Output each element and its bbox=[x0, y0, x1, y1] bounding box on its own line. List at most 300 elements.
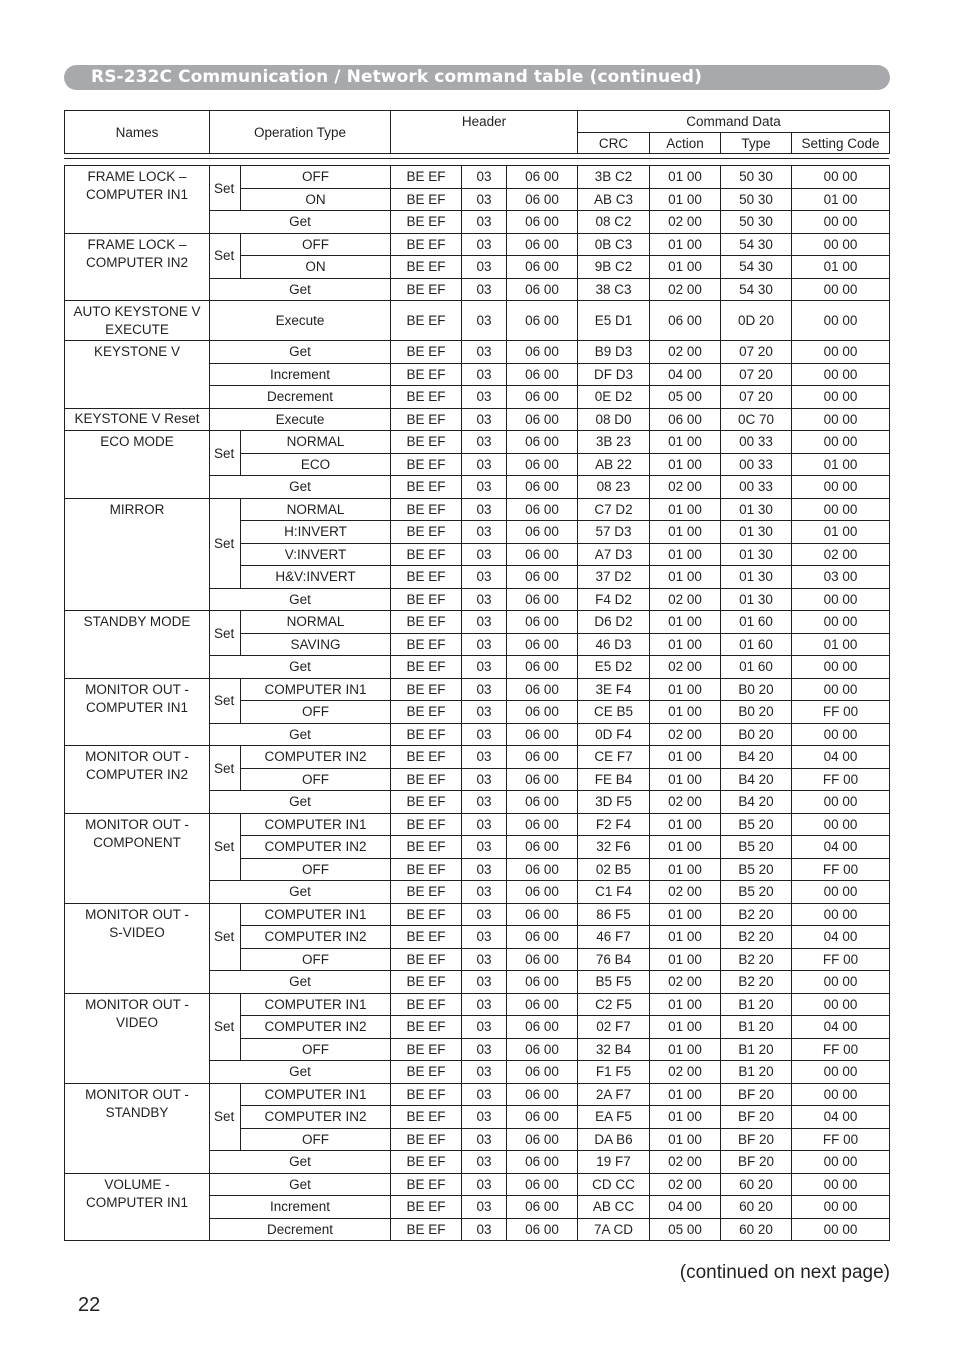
operation-value: OFF bbox=[241, 858, 391, 881]
crc-value: 32 F6 bbox=[578, 836, 650, 859]
crc-value: FE B4 bbox=[578, 768, 650, 791]
header-bytes-2: 03 bbox=[462, 1196, 507, 1219]
action-value: 01 00 bbox=[650, 611, 721, 634]
action-value: 02 00 bbox=[650, 341, 721, 364]
setting-code-value: 01 00 bbox=[792, 256, 890, 279]
set-label: Set bbox=[210, 813, 241, 881]
table-row bbox=[65, 341, 890, 364]
operation-value: COMPUTER IN2 bbox=[241, 926, 391, 949]
action-value: 01 00 bbox=[650, 746, 721, 769]
setting-code-value: 00 00 bbox=[792, 723, 890, 746]
header-bytes-1: BE EF bbox=[391, 453, 462, 476]
type-value: B4 20 bbox=[721, 791, 792, 814]
header-operation-type: Operation Type bbox=[210, 111, 391, 154]
action-value: 02 00 bbox=[650, 656, 721, 679]
setting-code-value: 00 00 bbox=[792, 431, 890, 454]
action-value: 01 00 bbox=[650, 678, 721, 701]
crc-value: 38 C3 bbox=[578, 278, 650, 301]
crc-value: 9B C2 bbox=[578, 256, 650, 279]
header-bytes-2: 03 bbox=[462, 993, 507, 1016]
header-bytes-3: 06 00 bbox=[507, 543, 578, 566]
header-bytes-3: 06 00 bbox=[507, 903, 578, 926]
header-bytes-3: 06 00 bbox=[507, 363, 578, 386]
crc-value: 08 C2 bbox=[578, 211, 650, 234]
header-bytes-1: BE EF bbox=[391, 301, 462, 341]
type-value: 01 60 bbox=[721, 611, 792, 634]
header-bytes-1: BE EF bbox=[391, 166, 462, 189]
table-row bbox=[65, 678, 890, 701]
crc-value: E5 D1 bbox=[578, 301, 650, 341]
setting-code-value: 00 00 bbox=[792, 211, 890, 234]
action-value: 02 00 bbox=[650, 1061, 721, 1084]
header-bytes-1: BE EF bbox=[391, 701, 462, 724]
type-value: 07 20 bbox=[721, 341, 792, 364]
header-bytes-1: BE EF bbox=[391, 1151, 462, 1174]
table-row bbox=[65, 1083, 890, 1106]
header-bytes-3: 06 00 bbox=[507, 858, 578, 881]
header-bytes-1: BE EF bbox=[391, 498, 462, 521]
command-name: MONITOR OUT - S-VIDEO bbox=[65, 903, 210, 993]
type-value: B0 20 bbox=[721, 723, 792, 746]
header-bytes-3: 06 00 bbox=[507, 813, 578, 836]
type-value: B5 20 bbox=[721, 858, 792, 881]
operation-type: Get bbox=[210, 656, 391, 679]
crc-value: C1 F4 bbox=[578, 881, 650, 904]
header-bytes-2: 03 bbox=[462, 498, 507, 521]
type-value: 54 30 bbox=[721, 233, 792, 256]
header-bytes-3: 06 00 bbox=[507, 611, 578, 634]
command-name: STANDBY MODE bbox=[65, 611, 210, 679]
table-row bbox=[65, 746, 890, 769]
header-bytes-3: 06 00 bbox=[507, 256, 578, 279]
action-value: 02 00 bbox=[650, 588, 721, 611]
header-bytes-2: 03 bbox=[462, 1151, 507, 1174]
action-value: 02 00 bbox=[650, 971, 721, 994]
action-value: 01 00 bbox=[650, 1083, 721, 1106]
crc-value: B9 D3 bbox=[578, 341, 650, 364]
operation-type: Decrement bbox=[210, 1218, 391, 1241]
crc-value: F2 F4 bbox=[578, 813, 650, 836]
header-bytes-1: BE EF bbox=[391, 1106, 462, 1129]
header-bytes-3: 06 00 bbox=[507, 656, 578, 679]
header-bytes-3: 06 00 bbox=[507, 768, 578, 791]
header-bytes-1: BE EF bbox=[391, 858, 462, 881]
header-bytes-3: 06 00 bbox=[507, 993, 578, 1016]
action-value: 01 00 bbox=[650, 431, 721, 454]
set-label: Set bbox=[210, 166, 241, 211]
action-value: 01 00 bbox=[650, 166, 721, 189]
operation-type: Get bbox=[210, 278, 391, 301]
command-name: MONITOR OUT - COMPUTER IN2 bbox=[65, 746, 210, 814]
section-title: RS-232C Communication / Network command table (continued) bbox=[91, 67, 702, 87]
set-label: Set bbox=[210, 611, 241, 656]
operation-value: ON bbox=[241, 188, 391, 211]
setting-code-value: FF 00 bbox=[792, 701, 890, 724]
operation-type: Get bbox=[210, 211, 391, 234]
operation-value: OFF bbox=[241, 701, 391, 724]
header-bytes-3: 06 00 bbox=[507, 476, 578, 499]
type-value: B1 20 bbox=[721, 1061, 792, 1084]
header-bytes-2: 03 bbox=[462, 1038, 507, 1061]
header-bytes-1: BE EF bbox=[391, 341, 462, 364]
type-value: 07 20 bbox=[721, 363, 792, 386]
header-bytes-2: 03 bbox=[462, 768, 507, 791]
header-bytes-1: BE EF bbox=[391, 233, 462, 256]
crc-value: 3E F4 bbox=[578, 678, 650, 701]
setting-code-value: 04 00 bbox=[792, 836, 890, 859]
header-bytes-3: 06 00 bbox=[507, 791, 578, 814]
header-bytes-3: 06 00 bbox=[507, 678, 578, 701]
header-bytes-1: BE EF bbox=[391, 791, 462, 814]
operation-type: Get bbox=[210, 341, 391, 364]
type-value: 07 20 bbox=[721, 386, 792, 409]
action-value: 01 00 bbox=[650, 926, 721, 949]
type-value: B4 20 bbox=[721, 768, 792, 791]
header-bytes-3: 06 00 bbox=[507, 431, 578, 454]
setting-code-value: 00 00 bbox=[792, 363, 890, 386]
header-bytes-1: BE EF bbox=[391, 1196, 462, 1219]
header-bytes-1: BE EF bbox=[391, 813, 462, 836]
type-value: 54 30 bbox=[721, 256, 792, 279]
operation-type: Increment bbox=[210, 363, 391, 386]
setting-code-value: 00 00 bbox=[792, 1218, 890, 1241]
crc-value: AB CC bbox=[578, 1196, 650, 1219]
header-bytes-1: BE EF bbox=[391, 476, 462, 499]
crc-value: 3B 23 bbox=[578, 431, 650, 454]
operation-type: Get bbox=[210, 1151, 391, 1174]
header-bytes-1: BE EF bbox=[391, 881, 462, 904]
type-value: B5 20 bbox=[721, 836, 792, 859]
type-value: 01 60 bbox=[721, 656, 792, 679]
header-bytes-2: 03 bbox=[462, 476, 507, 499]
header-bytes-3: 06 00 bbox=[507, 1061, 578, 1084]
action-value: 01 00 bbox=[650, 543, 721, 566]
setting-code-value: 04 00 bbox=[792, 926, 890, 949]
action-value: 01 00 bbox=[650, 701, 721, 724]
header-bytes-1: BE EF bbox=[391, 903, 462, 926]
operation-value: COMPUTER IN1 bbox=[241, 813, 391, 836]
header-bytes-3: 06 00 bbox=[507, 408, 578, 431]
crc-value: 0D F4 bbox=[578, 723, 650, 746]
table-row bbox=[65, 903, 890, 926]
setting-code-value: 00 00 bbox=[792, 278, 890, 301]
header-bytes-3: 06 00 bbox=[507, 881, 578, 904]
crc-value: 02 F7 bbox=[578, 1016, 650, 1039]
operation-value: NORMAL bbox=[241, 498, 391, 521]
action-value: 01 00 bbox=[650, 1128, 721, 1151]
type-value: 01 60 bbox=[721, 633, 792, 656]
type-value: 54 30 bbox=[721, 278, 792, 301]
header-bytes-3: 06 00 bbox=[507, 278, 578, 301]
crc-value: DF D3 bbox=[578, 363, 650, 386]
action-value: 02 00 bbox=[650, 211, 721, 234]
type-value: BF 20 bbox=[721, 1106, 792, 1129]
crc-value: C2 F5 bbox=[578, 993, 650, 1016]
crc-value: 02 B5 bbox=[578, 858, 650, 881]
table-row bbox=[65, 233, 890, 256]
header-header: Header bbox=[391, 111, 578, 133]
set-label: Set bbox=[210, 678, 241, 723]
operation-value: NORMAL bbox=[241, 611, 391, 634]
header-bytes-2: 03 bbox=[462, 791, 507, 814]
action-value: 01 00 bbox=[650, 903, 721, 926]
setting-code-value: 00 00 bbox=[792, 656, 890, 679]
action-value: 01 00 bbox=[650, 521, 721, 544]
crc-value: AB C3 bbox=[578, 188, 650, 211]
operation-value: SAVING bbox=[241, 633, 391, 656]
type-value: 01 30 bbox=[721, 521, 792, 544]
type-value: B0 20 bbox=[721, 678, 792, 701]
continued-note: (continued on next page) bbox=[679, 1262, 890, 1283]
type-value: B1 20 bbox=[721, 1038, 792, 1061]
header-bytes-1: BE EF bbox=[391, 768, 462, 791]
setting-code-value: 00 00 bbox=[792, 813, 890, 836]
action-value: 01 00 bbox=[650, 768, 721, 791]
action-value: 02 00 bbox=[650, 1173, 721, 1196]
type-value: 01 30 bbox=[721, 498, 792, 521]
header-bytes-1: BE EF bbox=[391, 1173, 462, 1196]
action-value: 06 00 bbox=[650, 408, 721, 431]
action-value: 04 00 bbox=[650, 1196, 721, 1219]
header-bytes-1: BE EF bbox=[391, 408, 462, 431]
header-bytes-2: 03 bbox=[462, 633, 507, 656]
crc-value: 57 D3 bbox=[578, 521, 650, 544]
header-bytes-1: BE EF bbox=[391, 431, 462, 454]
crc-value: C7 D2 bbox=[578, 498, 650, 521]
setting-code-value: FF 00 bbox=[792, 1038, 890, 1061]
header-bytes-2: 03 bbox=[462, 1061, 507, 1084]
header-bytes-2: 03 bbox=[462, 233, 507, 256]
header-bytes-2: 03 bbox=[462, 678, 507, 701]
header-bytes-3: 06 00 bbox=[507, 1196, 578, 1219]
command-name: MONITOR OUT - STANDBY bbox=[65, 1083, 210, 1173]
crc-value: 46 D3 bbox=[578, 633, 650, 656]
header-bytes-2: 03 bbox=[462, 723, 507, 746]
header-bytes-3: 06 00 bbox=[507, 166, 578, 189]
header-bytes-2: 03 bbox=[462, 611, 507, 634]
header-bytes-1: BE EF bbox=[391, 188, 462, 211]
header-bytes-3: 06 00 bbox=[507, 188, 578, 211]
operation-value: COMPUTER IN1 bbox=[241, 1083, 391, 1106]
type-value: 00 33 bbox=[721, 431, 792, 454]
operation-value: COMPUTER IN1 bbox=[241, 903, 391, 926]
operation-value: NORMAL bbox=[241, 431, 391, 454]
header-names: Names bbox=[65, 111, 210, 154]
crc-value: 46 F7 bbox=[578, 926, 650, 949]
action-value: 01 00 bbox=[650, 256, 721, 279]
crc-value: F1 F5 bbox=[578, 1061, 650, 1084]
setting-code-value: 00 00 bbox=[792, 386, 890, 409]
command-name: KEYSTONE V Reset bbox=[65, 408, 210, 431]
header-bytes-3: 06 00 bbox=[507, 521, 578, 544]
operation-value: H:INVERT bbox=[241, 521, 391, 544]
type-value: 0C 70 bbox=[721, 408, 792, 431]
operation-type: Get bbox=[210, 723, 391, 746]
action-value: 04 00 bbox=[650, 363, 721, 386]
type-value: B2 20 bbox=[721, 948, 792, 971]
operation-value: ECO bbox=[241, 453, 391, 476]
action-value: 06 00 bbox=[650, 301, 721, 341]
setting-code-value: 01 00 bbox=[792, 633, 890, 656]
setting-code-value: 00 00 bbox=[792, 1083, 890, 1106]
operation-value: COMPUTER IN2 bbox=[241, 746, 391, 769]
header-bytes-2: 03 bbox=[462, 903, 507, 926]
header-bytes-2: 03 bbox=[462, 408, 507, 431]
header-bytes-3: 06 00 bbox=[507, 1218, 578, 1241]
header-bytes-2: 03 bbox=[462, 256, 507, 279]
type-value: 50 30 bbox=[721, 211, 792, 234]
header-crc: CRC bbox=[578, 133, 650, 154]
header-bytes-2: 03 bbox=[462, 746, 507, 769]
setting-code-value: 00 00 bbox=[792, 233, 890, 256]
action-value: 02 00 bbox=[650, 278, 721, 301]
header-bytes-1: BE EF bbox=[391, 1061, 462, 1084]
action-value: 01 00 bbox=[650, 948, 721, 971]
header-bytes-3: 06 00 bbox=[507, 926, 578, 949]
operation-value: ON bbox=[241, 256, 391, 279]
type-value: B2 20 bbox=[721, 971, 792, 994]
operation-value: OFF bbox=[241, 166, 391, 189]
command-name: MONITOR OUT - COMPONENT bbox=[65, 813, 210, 903]
setting-code-value: 04 00 bbox=[792, 1106, 890, 1129]
header-bytes-1: BE EF bbox=[391, 1016, 462, 1039]
header-bytes-2: 03 bbox=[462, 278, 507, 301]
table-row bbox=[65, 813, 890, 836]
header-bytes-1: BE EF bbox=[391, 746, 462, 769]
crc-value: 2A F7 bbox=[578, 1083, 650, 1106]
action-value: 02 00 bbox=[650, 791, 721, 814]
operation-value: OFF bbox=[241, 1038, 391, 1061]
header-bytes-2: 03 bbox=[462, 211, 507, 234]
header-bytes-3: 06 00 bbox=[507, 1151, 578, 1174]
operation-type: Get bbox=[210, 971, 391, 994]
operation-type: Increment bbox=[210, 1196, 391, 1219]
action-value: 01 00 bbox=[650, 453, 721, 476]
header-bytes-1: BE EF bbox=[391, 1218, 462, 1241]
operation-type: Get bbox=[210, 1173, 391, 1196]
operation-type: Get bbox=[210, 476, 391, 499]
setting-code-value: 00 00 bbox=[792, 588, 890, 611]
operation-value: COMPUTER IN2 bbox=[241, 836, 391, 859]
operation-type: Get bbox=[210, 1061, 391, 1084]
operation-value: OFF bbox=[241, 948, 391, 971]
operation-type: Get bbox=[210, 791, 391, 814]
crc-value: CE F7 bbox=[578, 746, 650, 769]
header-bytes-3: 06 00 bbox=[507, 948, 578, 971]
type-value: 01 30 bbox=[721, 543, 792, 566]
setting-code-value: 01 00 bbox=[792, 521, 890, 544]
section-banner bbox=[64, 65, 890, 90]
setting-code-value: 00 00 bbox=[792, 341, 890, 364]
type-value: 01 30 bbox=[721, 566, 792, 589]
operation-value: COMPUTER IN2 bbox=[241, 1016, 391, 1039]
set-label: Set bbox=[210, 431, 241, 476]
header-bytes-1: BE EF bbox=[391, 1038, 462, 1061]
type-value: B1 20 bbox=[721, 1016, 792, 1039]
crc-value: F4 D2 bbox=[578, 588, 650, 611]
header-bytes-1: BE EF bbox=[391, 543, 462, 566]
operation-value: OFF bbox=[241, 768, 391, 791]
header-bytes-1: BE EF bbox=[391, 723, 462, 746]
header-bytes-3: 06 00 bbox=[507, 301, 578, 341]
setting-code-value: 00 00 bbox=[792, 476, 890, 499]
crc-value: EA F5 bbox=[578, 1106, 650, 1129]
action-value: 01 00 bbox=[650, 813, 721, 836]
action-value: 02 00 bbox=[650, 723, 721, 746]
action-value: 01 00 bbox=[650, 1016, 721, 1039]
header-bytes-3: 06 00 bbox=[507, 211, 578, 234]
header-bytes-1: BE EF bbox=[391, 588, 462, 611]
header-bytes-3: 06 00 bbox=[507, 498, 578, 521]
crc-value: 0B C3 bbox=[578, 233, 650, 256]
header-bytes-2: 03 bbox=[462, 588, 507, 611]
set-label: Set bbox=[210, 498, 241, 588]
table-row bbox=[65, 408, 890, 431]
type-value: 0D 20 bbox=[721, 301, 792, 341]
header-bytes-3: 06 00 bbox=[507, 1128, 578, 1151]
header-bytes-2: 03 bbox=[462, 1106, 507, 1129]
header-bytes-2: 03 bbox=[462, 836, 507, 859]
command-name: FRAME LOCK – COMPUTER IN1 bbox=[65, 166, 210, 234]
setting-code-value: FF 00 bbox=[792, 948, 890, 971]
command-name: AUTO KEYSTONE V EXECUTE bbox=[65, 301, 210, 341]
action-value: 02 00 bbox=[650, 881, 721, 904]
action-value: 05 00 bbox=[650, 386, 721, 409]
table-row bbox=[65, 1173, 890, 1196]
header-bytes-3: 06 00 bbox=[507, 836, 578, 859]
type-value: 60 20 bbox=[721, 1173, 792, 1196]
header-bytes-1: BE EF bbox=[391, 256, 462, 279]
header-bytes-3: 06 00 bbox=[507, 1038, 578, 1061]
type-value: B2 20 bbox=[721, 903, 792, 926]
crc-value: 32 B4 bbox=[578, 1038, 650, 1061]
operation-value: OFF bbox=[241, 233, 391, 256]
header-bytes-2: 03 bbox=[462, 656, 507, 679]
setting-code-value: FF 00 bbox=[792, 768, 890, 791]
setting-code-value: 04 00 bbox=[792, 1016, 890, 1039]
header-bytes-1: BE EF bbox=[391, 971, 462, 994]
type-value: B2 20 bbox=[721, 926, 792, 949]
crc-value: DA B6 bbox=[578, 1128, 650, 1151]
setting-code-value: 00 00 bbox=[792, 1061, 890, 1084]
header-bytes-2: 03 bbox=[462, 881, 507, 904]
table-row bbox=[65, 301, 890, 341]
action-value: 05 00 bbox=[650, 1218, 721, 1241]
header-bytes-2: 03 bbox=[462, 363, 507, 386]
header-bytes-1: BE EF bbox=[391, 566, 462, 589]
operation-type: Execute bbox=[210, 408, 391, 431]
crc-value: 19 F7 bbox=[578, 1151, 650, 1174]
header-bytes-3: 06 00 bbox=[507, 233, 578, 256]
header-bytes-3: 06 00 bbox=[507, 1016, 578, 1039]
command-table bbox=[64, 165, 890, 1241]
type-value: 50 30 bbox=[721, 166, 792, 189]
setting-code-value: 04 00 bbox=[792, 746, 890, 769]
crc-value: CE B5 bbox=[578, 701, 650, 724]
header-action: Action bbox=[650, 133, 721, 154]
command-name: VOLUME - COMPUTER IN1 bbox=[65, 1173, 210, 1241]
action-value: 01 00 bbox=[650, 633, 721, 656]
header-bytes-2: 03 bbox=[462, 1083, 507, 1106]
header-bytes-3: 06 00 bbox=[507, 566, 578, 589]
set-label: Set bbox=[210, 903, 241, 971]
type-value: 00 33 bbox=[721, 453, 792, 476]
setting-code-value: FF 00 bbox=[792, 1128, 890, 1151]
type-value: B4 20 bbox=[721, 746, 792, 769]
operation-type: Decrement bbox=[210, 386, 391, 409]
setting-code-value: 00 00 bbox=[792, 611, 890, 634]
type-value: 60 20 bbox=[721, 1218, 792, 1241]
